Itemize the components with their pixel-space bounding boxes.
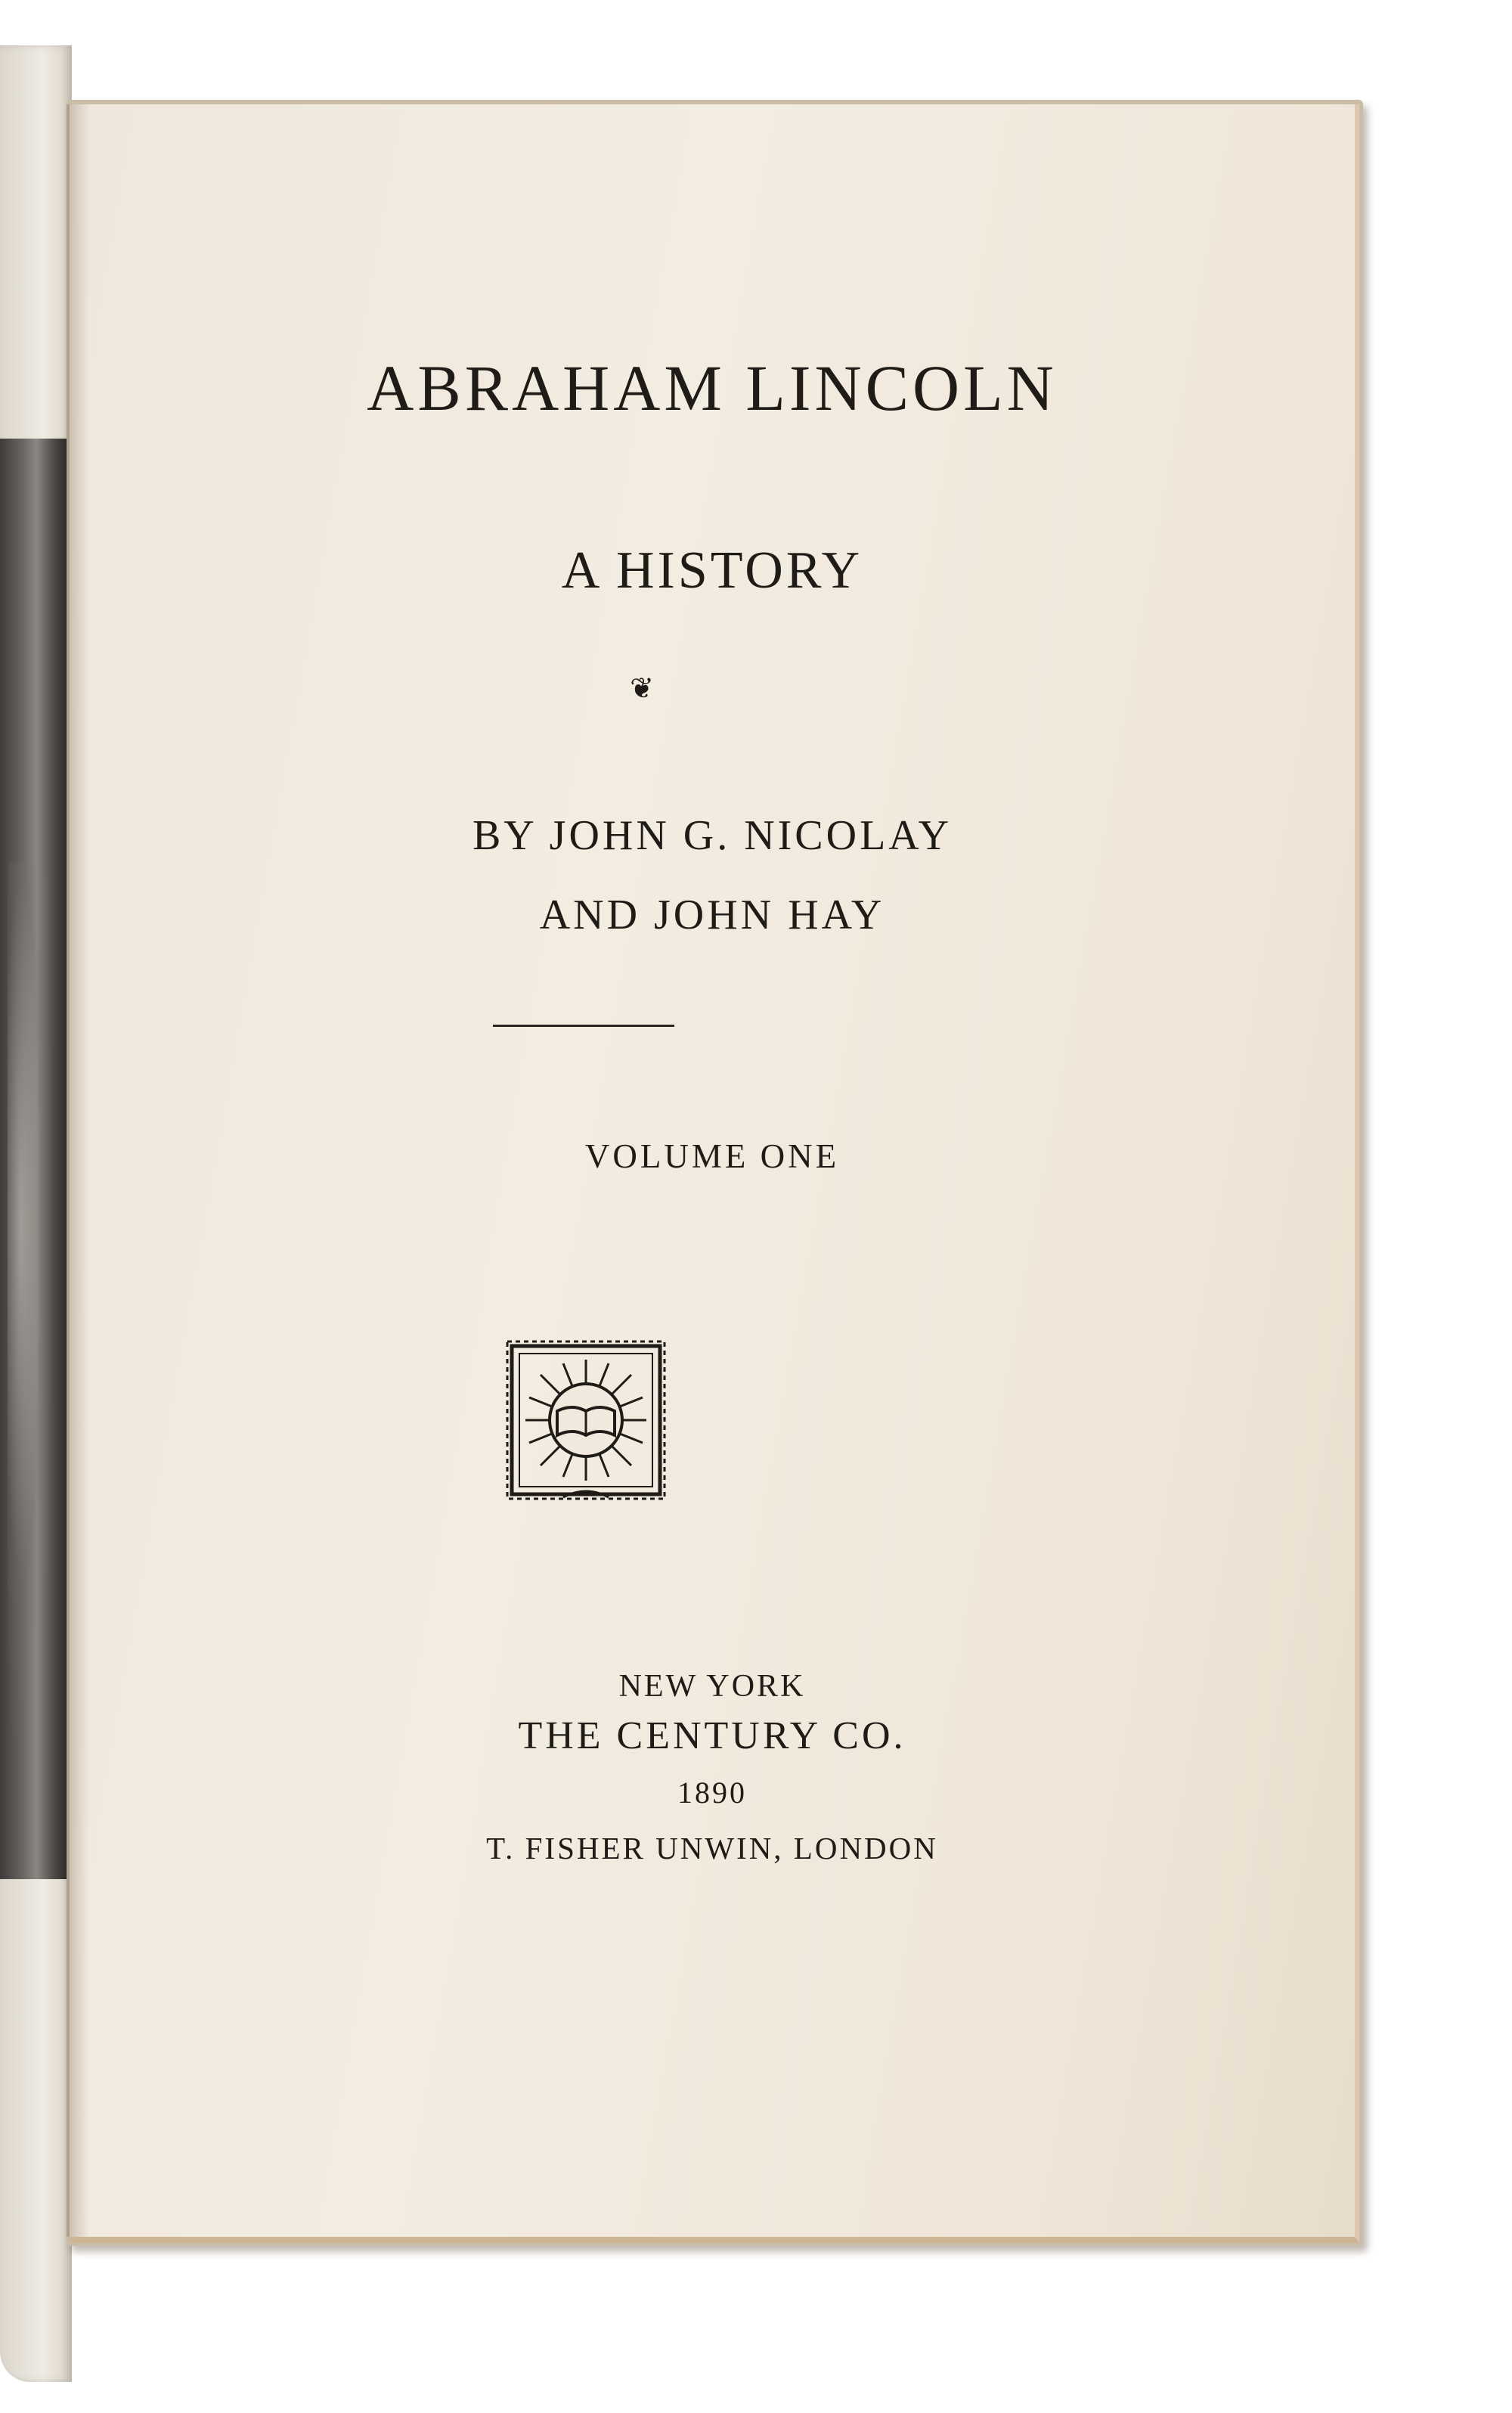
imprint-place: NEW YORK xyxy=(618,1669,806,1704)
book-title: ABRAHAM LINCOLN xyxy=(367,352,1058,424)
frontispiece-portrait xyxy=(0,439,68,1879)
author-line-1: BY JOHN G. NICOLAY xyxy=(472,812,953,859)
gutter-shadow xyxy=(67,104,89,2237)
volume-label: VOLUME ONE xyxy=(584,1137,840,1175)
divider-rule xyxy=(493,1025,674,1027)
book-subtitle: A HISTORY xyxy=(561,541,863,600)
imprint-year: 1890 xyxy=(677,1776,747,1810)
title-page xyxy=(70,104,1359,2243)
frontispiece-page xyxy=(0,45,72,2382)
fleuron-ornament: ❦ xyxy=(630,673,655,705)
imprint-publisher: THE CENTURY CO. xyxy=(518,1714,906,1757)
open-book-sunburst-icon xyxy=(503,1337,669,1503)
imprint-co-publisher: T. FISHER UNWIN, LONDON xyxy=(486,1831,938,1866)
author-line-2: AND JOHN HAY xyxy=(539,892,885,938)
